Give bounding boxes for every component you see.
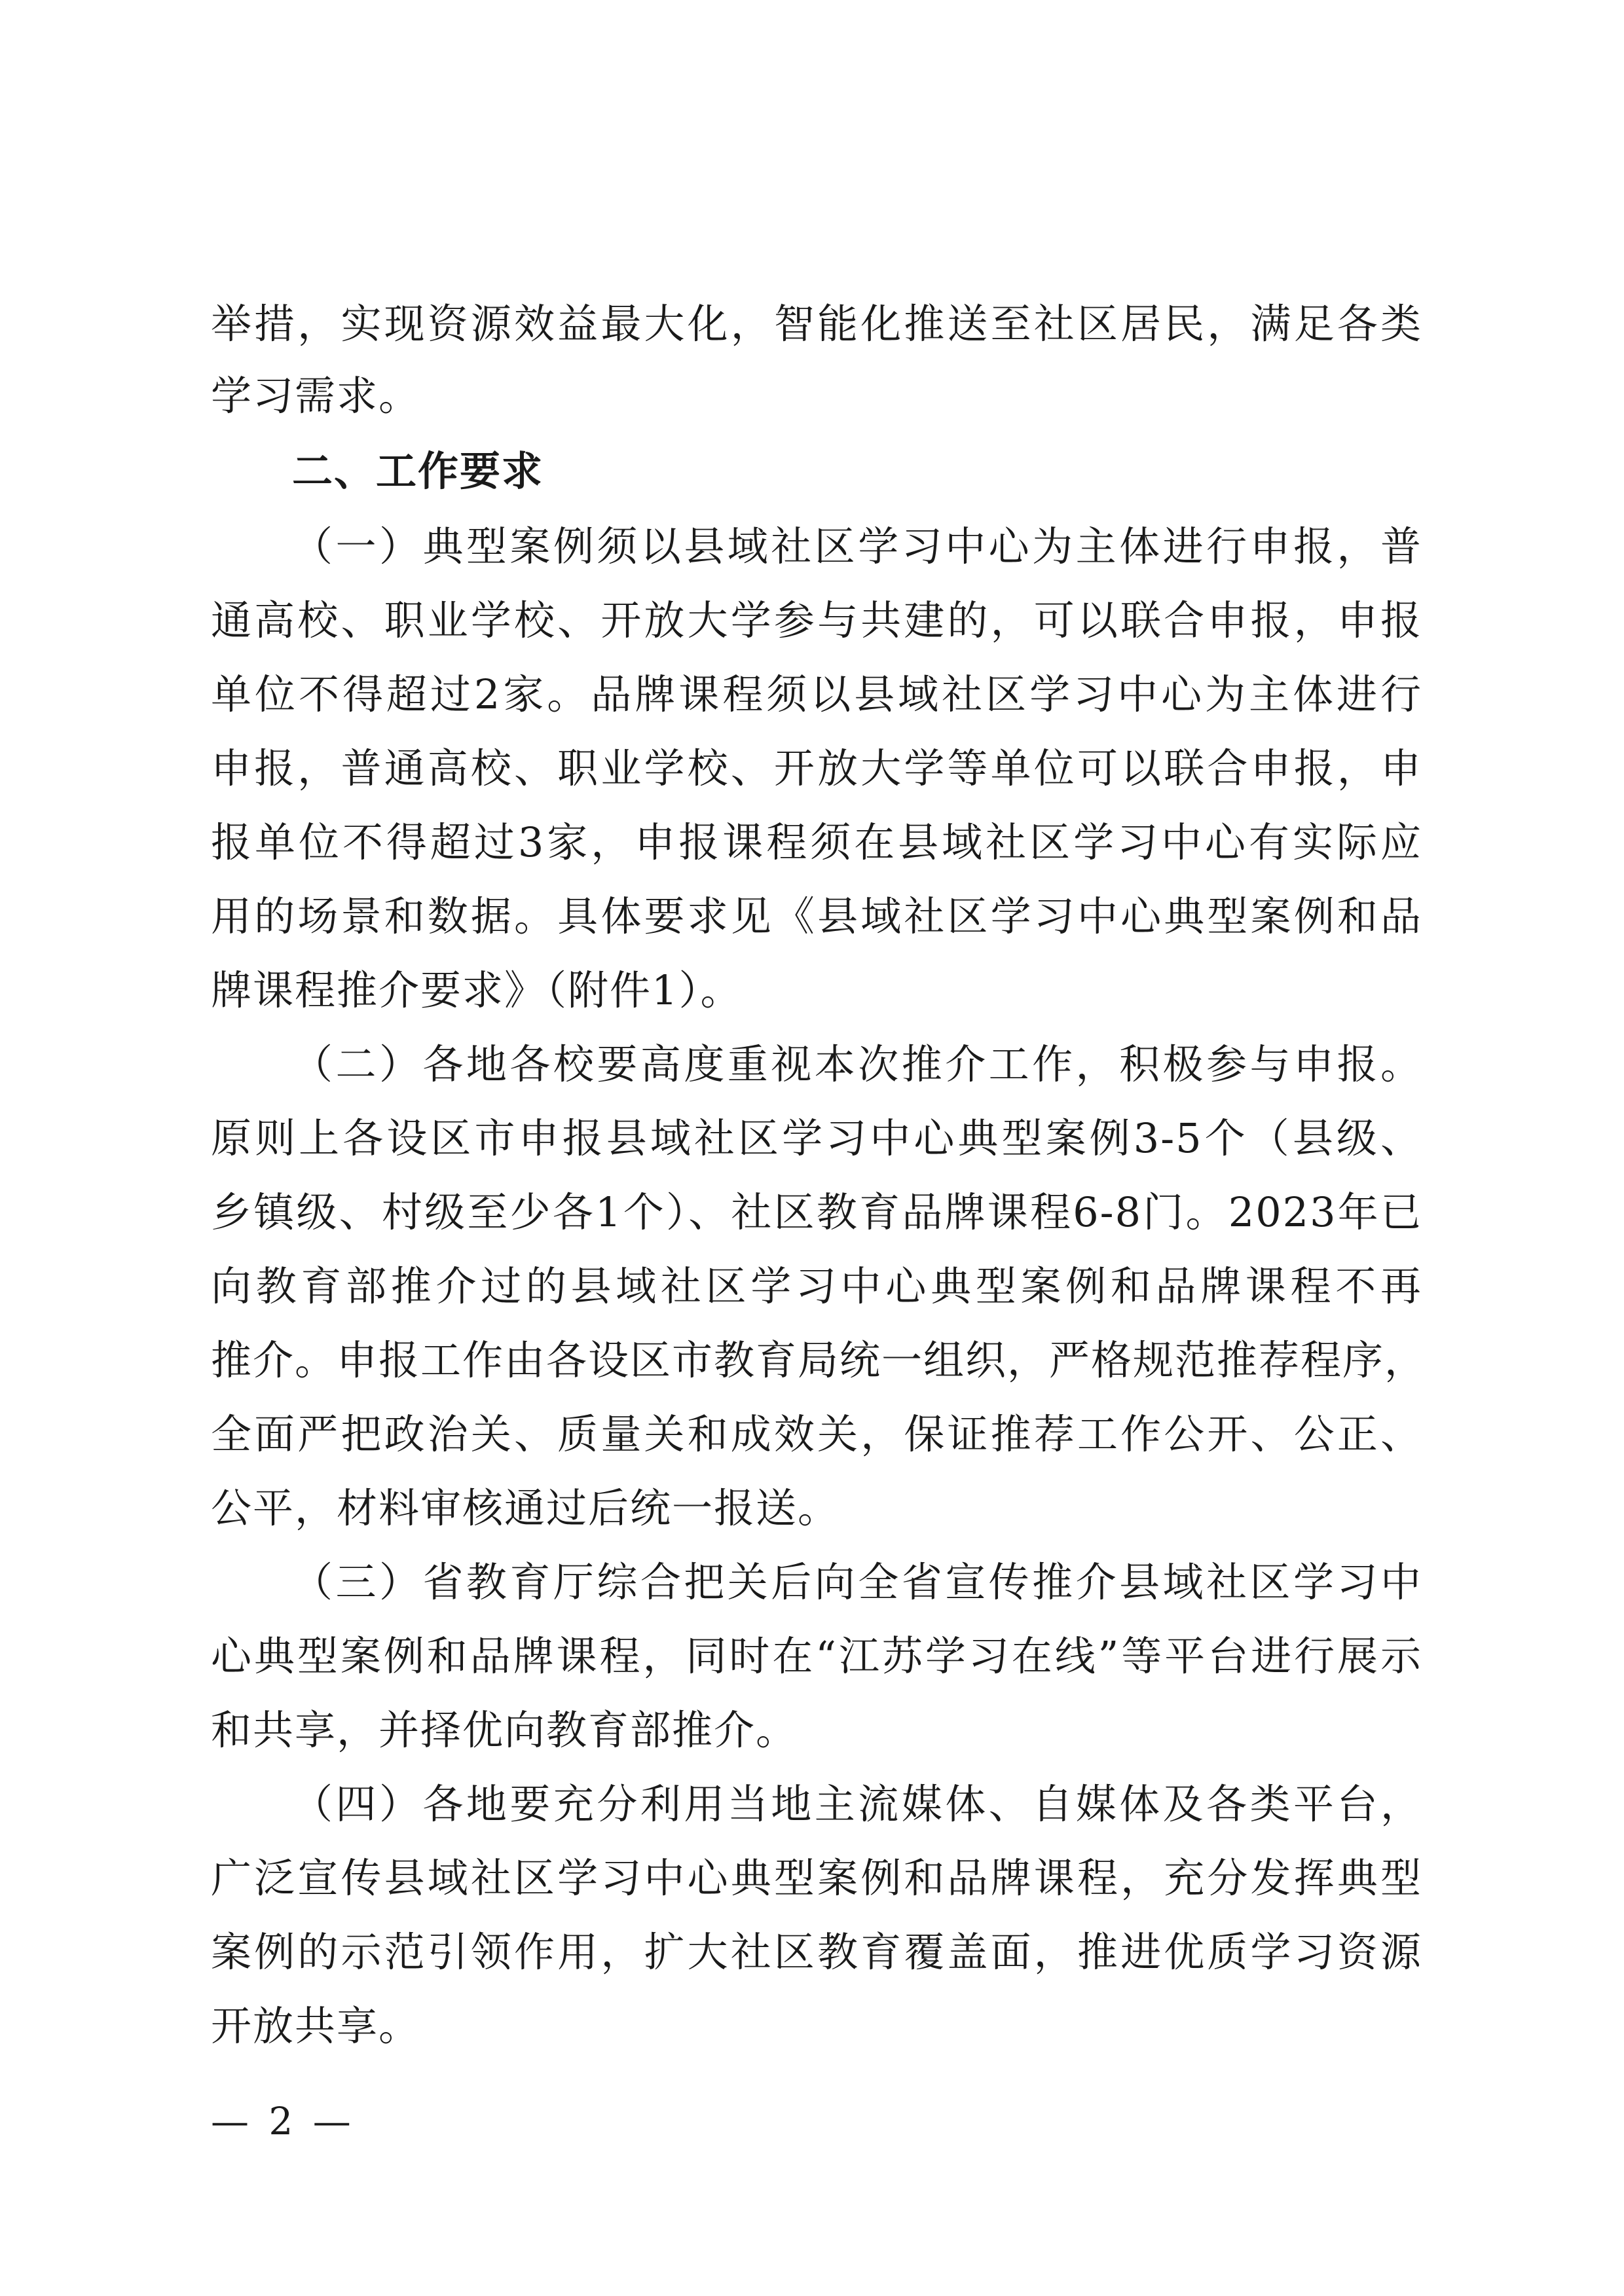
body-line: 全面严把政治关、质量关和成效关，保证推荐工作公开、公正、 — [211, 1410, 1422, 1458]
body-line: 推介。申报工作由各设区市教育局统一组织，严格规范推荐程序， — [211, 1336, 1427, 1384]
body-line: 用的场景和数据。具体要求见《县域社区学习中心典型案例和品 — [211, 892, 1422, 940]
body-line: （四）各地要充分利用当地主流媒体、自媒体及各类平台， — [292, 1780, 1422, 1828]
body-line: 申报，普通高校、职业学校、开放大学等单位可以联合申报，申 — [211, 744, 1422, 792]
body-line: （三）省教育厅综合把关后向全省宣传推介县域社区学习中 — [292, 1558, 1422, 1606]
section-heading: 二、工作要求 — [292, 447, 544, 495]
body-line: 学习需求。 — [211, 372, 421, 420]
body-line: 单位不得超过2家。品牌课程须以县域社区学习中心为主体进行 — [211, 670, 1422, 718]
body-line: 广泛宣传县域社区学习中心典型案例和品牌课程，充分发挥典型 — [211, 1854, 1422, 1902]
body-line: 通高校、职业学校、开放大学参与共建的，可以联合申报，申报 — [211, 596, 1422, 644]
body-line: 举措，实现资源效益最大化，智能化推送至社区居民，满足各类 — [211, 300, 1422, 348]
body-line: 报单位不得超过3家，申报课程须在县域社区学习中心有实际应 — [211, 818, 1422, 866]
body-line: 乡镇级、村级至少各1个）、社区教育品牌课程6-8门。2023年已 — [211, 1188, 1422, 1236]
body-line: 开放共享。 — [211, 2002, 421, 2050]
body-line: 心典型案例和品牌课程，同时在“江苏学习在线”等平台进行展示 — [211, 1632, 1422, 1680]
body-line: 牌课程推介要求》（附件1）。 — [211, 966, 743, 1014]
body-line: （二）各地各校要高度重视本次推介工作，积极参与申报。 — [292, 1040, 1422, 1088]
body-line: 案例的示范引领作用，扩大社区教育覆盖面，推进优质学习资源 — [211, 1928, 1422, 1976]
body-line: 原则上各设区市申报县域社区学习中心典型案例3-5个（县级、 — [211, 1114, 1422, 1162]
body-line: （一）典型案例须以县域社区学习中心为主体进行申报，普 — [292, 522, 1422, 570]
body-line: 和共享，并择优向教育部推介。 — [211, 1706, 798, 1754]
body-line: 公平，材料审核通过后统一报送。 — [211, 1484, 840, 1532]
body-line: 向教育部推介过的县域社区学习中心典型案例和品牌课程不再 — [211, 1262, 1422, 1310]
page-number: — 2 — — [211, 2099, 355, 2143]
